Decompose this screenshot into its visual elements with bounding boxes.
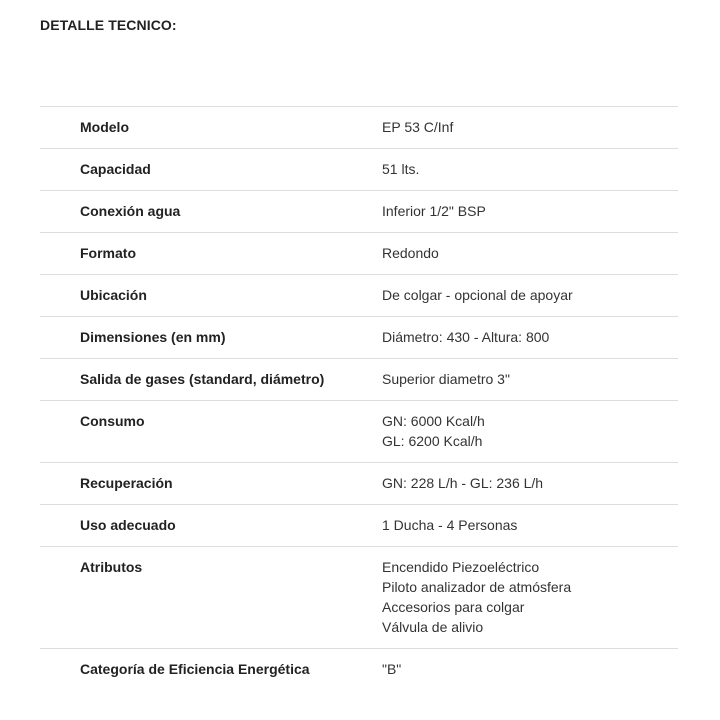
spec-value-line: GN: 228 L/h - GL: 236 L/h <box>382 475 544 491</box>
spec-value-line: Redondo <box>382 245 439 261</box>
spec-label: Uso adecuado <box>80 517 176 533</box>
spec-label: Conexión agua <box>80 203 181 219</box>
spec-value <box>382 317 678 359</box>
spec-value-line: Inferior 1/2" BSP <box>382 203 486 219</box>
spec-value-line: GL: 6200 Kcal/h <box>382 433 483 449</box>
spec-value-line: "B" <box>382 661 402 677</box>
spec-value <box>382 191 678 233</box>
spec-row <box>40 401 678 463</box>
spec-value-line: Diámetro: 430 - Altura: 800 <box>382 329 550 345</box>
spec-value <box>382 149 678 191</box>
spec-value-line: GN: 6000 Kcal/h <box>382 413 485 429</box>
spec-value-line: Válvula de alivio <box>382 619 484 635</box>
spec-label: Formato <box>80 245 136 261</box>
spec-value-line: Encendido Piezoeléctrico <box>382 559 540 575</box>
spec-label: Capacidad <box>80 161 151 177</box>
spec-value <box>382 401 678 463</box>
spec-label: Atributos <box>80 559 143 575</box>
spec-row <box>40 191 678 233</box>
spec-value <box>382 359 678 401</box>
spec-value <box>382 649 678 691</box>
spec-value <box>382 107 678 149</box>
spec-value-line: Accesorios para colgar <box>382 599 525 615</box>
spec-value <box>382 505 678 547</box>
spec-label: Dimensiones (en mm) <box>80 329 226 345</box>
spec-row <box>40 233 678 275</box>
spec-value-line: EP 53 C/Inf <box>382 119 454 135</box>
spec-value <box>382 233 678 275</box>
spec-value-line: Piloto analizador de atmósfera <box>382 579 572 595</box>
spec-label: Recuperación <box>80 475 173 491</box>
spec-table <box>40 106 678 690</box>
section-heading: DETALLE TECNICO: <box>40 17 177 33</box>
spec-row <box>40 275 678 317</box>
spec-table-body <box>40 107 678 691</box>
spec-row <box>40 359 678 401</box>
spec-row <box>40 317 678 359</box>
spec-value <box>382 463 678 505</box>
spec-row <box>40 547 678 649</box>
spec-row <box>40 463 678 505</box>
spec-value <box>382 547 678 649</box>
spec-value-line: Superior diametro 3" <box>382 371 510 387</box>
spec-value <box>382 275 678 317</box>
spec-row <box>40 649 678 691</box>
spec-value-line: 1 Ducha - 4 Personas <box>382 517 518 533</box>
spec-label: Consumo <box>80 413 145 429</box>
spec-label: Categoría de Eficiencia Energética <box>80 661 310 677</box>
spec-row <box>40 107 678 149</box>
spec-row <box>40 505 678 547</box>
spec-row <box>40 149 678 191</box>
spec-label: Ubicación <box>80 287 147 303</box>
spec-value-line: 51 lts. <box>382 161 420 177</box>
spec-label: Salida de gases (standard, diámetro) <box>80 371 325 387</box>
spec-value-line: De colgar - opcional de apoyar <box>382 287 573 303</box>
spec-label: Modelo <box>80 119 129 135</box>
